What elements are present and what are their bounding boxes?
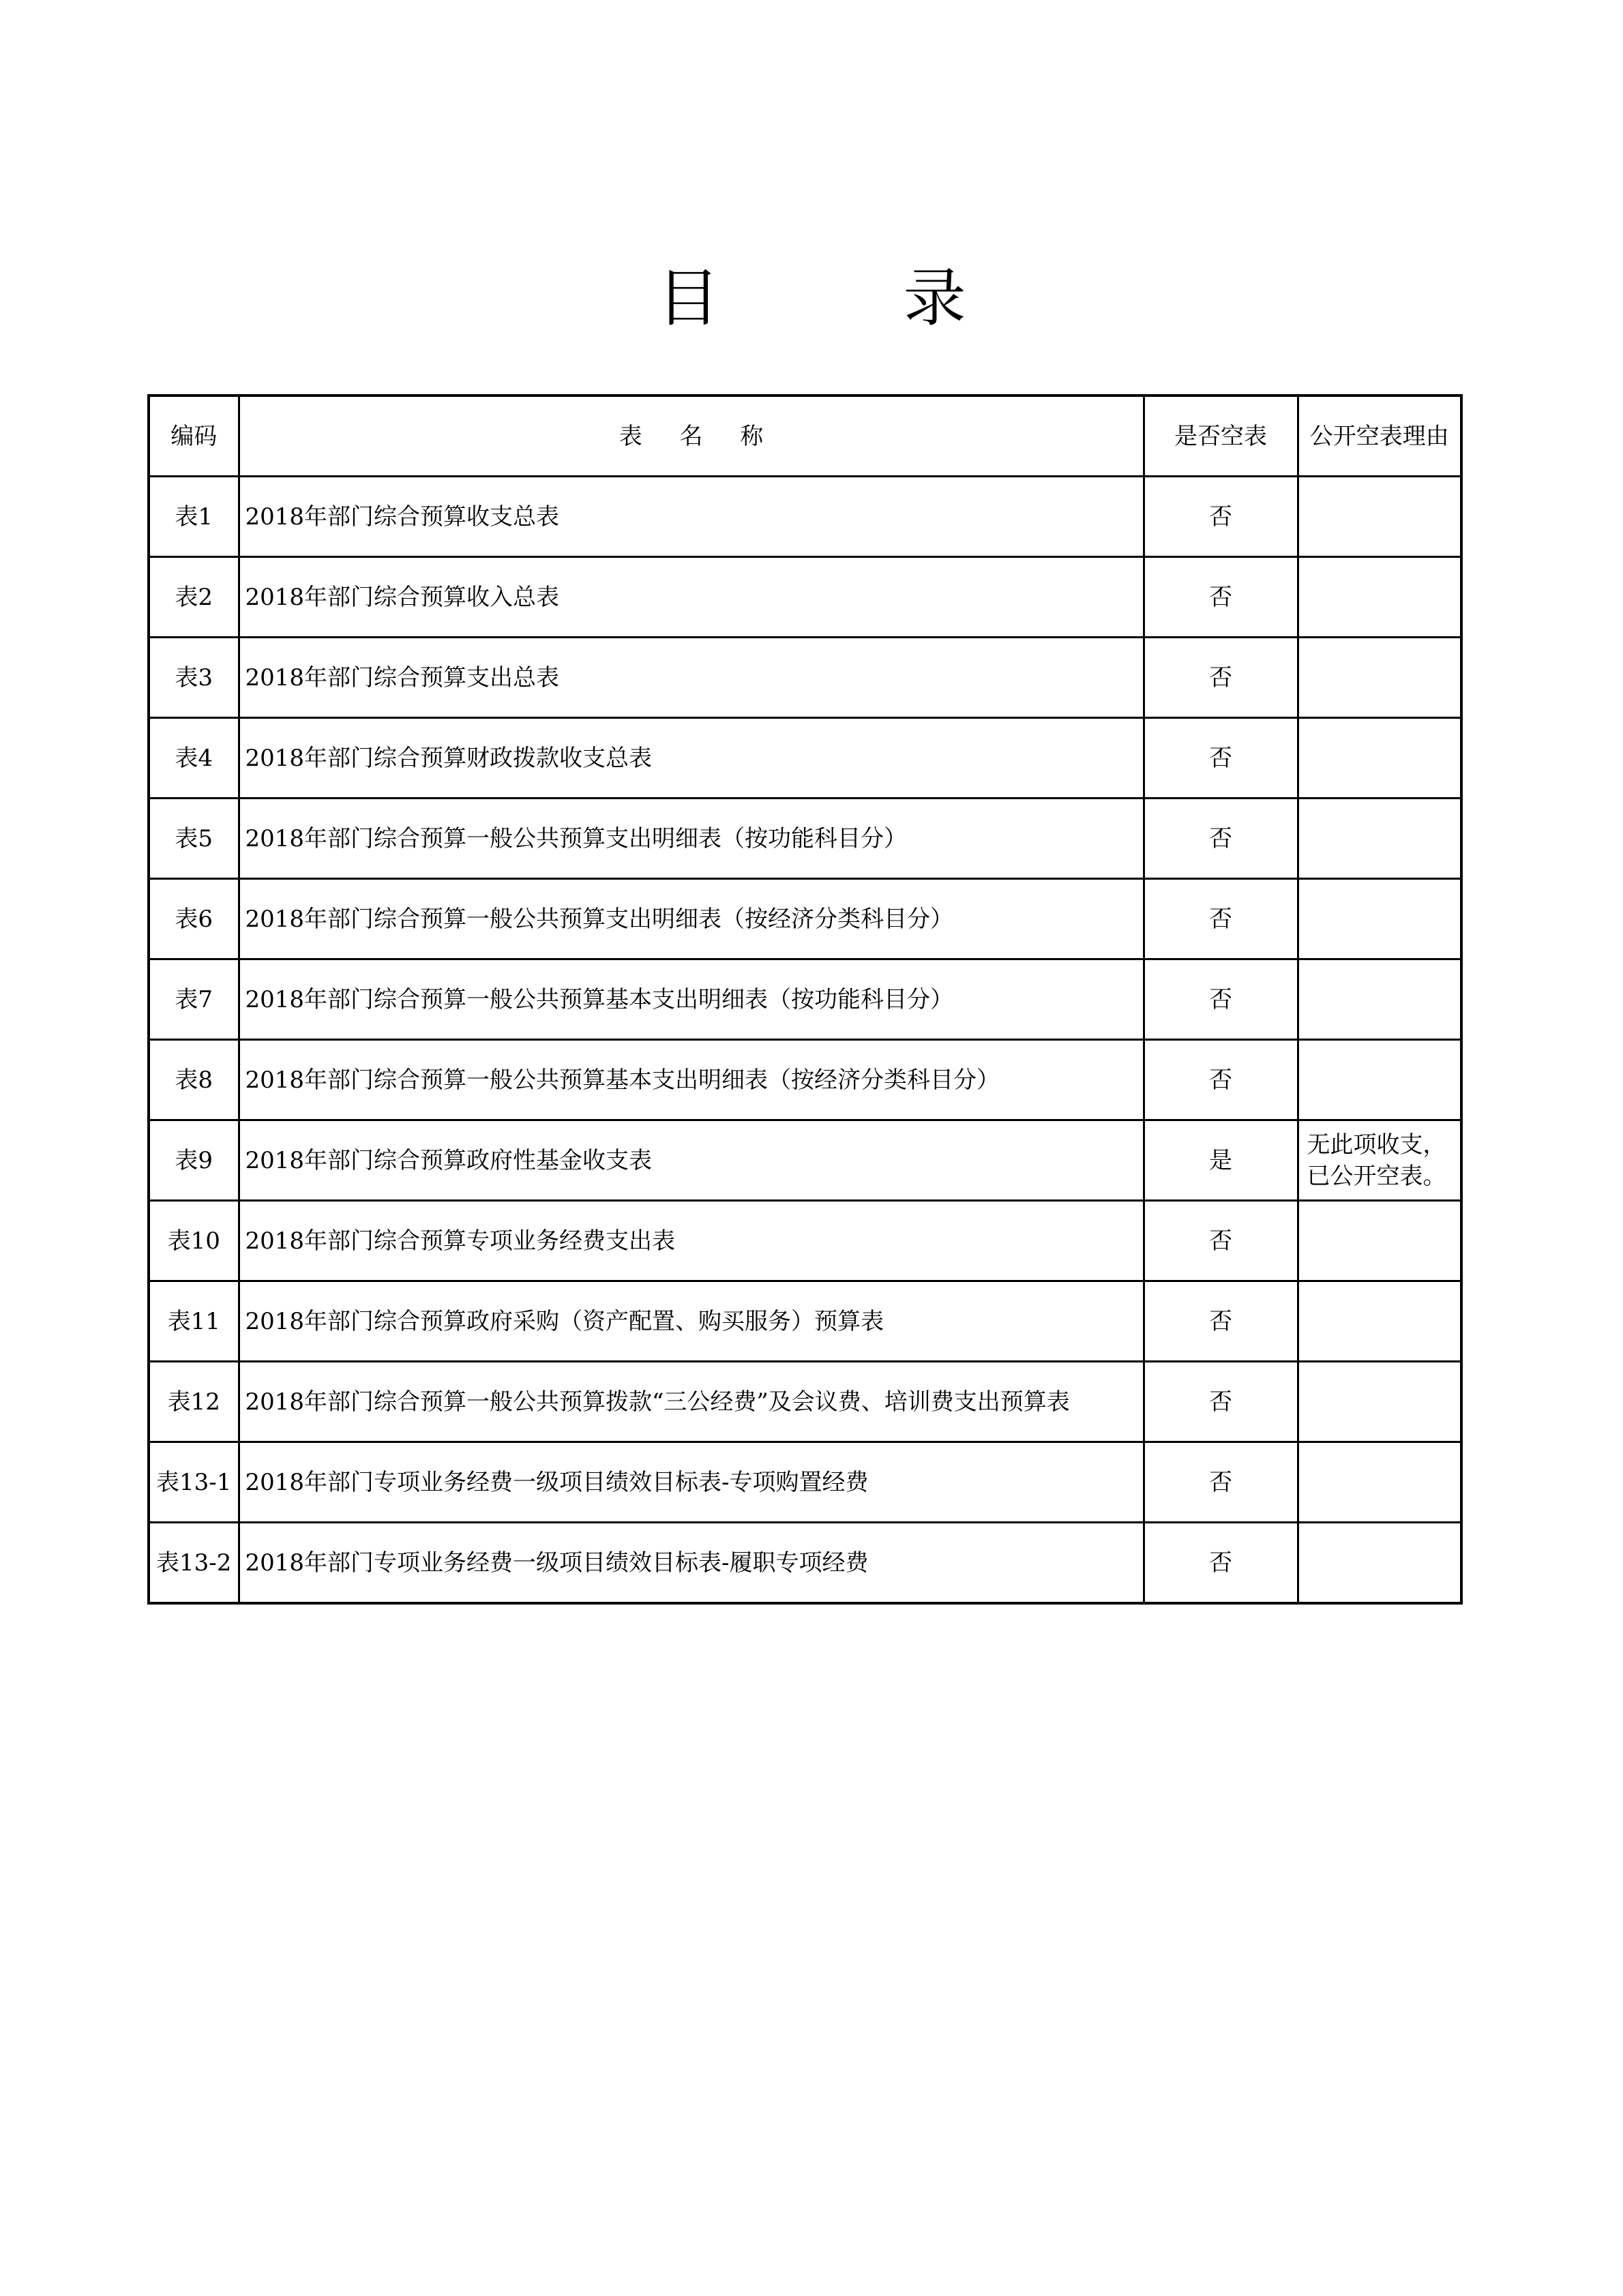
row-is-empty: 否 <box>1144 1362 1298 1442</box>
row-code: 表9 <box>149 1120 239 1201</box>
header-name: 表 名 称 <box>239 396 1144 477</box>
row-code: 表4 <box>149 718 239 799</box>
row-reason <box>1298 1040 1461 1120</box>
row-reason <box>1298 718 1461 799</box>
row-is-empty: 否 <box>1144 477 1298 557</box>
row-name: 2018年部门综合预算政府性基金收支表 <box>239 1120 1144 1201</box>
row-code: 表10 <box>149 1201 239 1281</box>
row-code: 表12 <box>149 1362 239 1442</box>
row-reason <box>1298 1201 1461 1281</box>
row-is-empty: 否 <box>1144 799 1298 879</box>
row-name: 2018年部门专项业务经费一级项目绩效目标表-专项购置经费 <box>239 1442 1144 1523</box>
row-reason <box>1298 879 1461 959</box>
catalog-table <box>147 394 1463 1605</box>
table-row <box>149 879 1461 959</box>
table-row <box>149 557 1461 638</box>
row-reason: 无此项收支，已公开空表。 <box>1298 1120 1461 1201</box>
row-code: 表13-1 <box>149 1442 239 1523</box>
row-reason <box>1298 1442 1461 1523</box>
table-row <box>149 959 1461 1040</box>
row-code: 表8 <box>149 1040 239 1120</box>
row-code: 表3 <box>149 638 239 718</box>
header-is-empty: 是否空表 <box>1144 396 1298 477</box>
row-is-empty: 否 <box>1144 1040 1298 1120</box>
row-code: 表6 <box>149 879 239 959</box>
row-code: 表1 <box>149 477 239 557</box>
row-name: 2018年部门综合预算一般公共预算拨款“三公经费”及会议费、培训费支出预算表 <box>239 1362 1144 1442</box>
row-reason <box>1298 557 1461 638</box>
row-is-empty: 否 <box>1144 1281 1298 1362</box>
table-row <box>149 799 1461 879</box>
row-name: 2018年部门综合预算政府采购（资产配置、购买服务）预算表 <box>239 1281 1144 1362</box>
row-is-empty: 否 <box>1144 959 1298 1040</box>
row-name: 2018年部门综合预算收入总表 <box>239 557 1144 638</box>
row-name: 2018年部门综合预算一般公共预算支出明细表（按经济分类科目分） <box>239 879 1144 959</box>
table-row <box>149 1523 1461 1604</box>
row-code: 表11 <box>149 1281 239 1362</box>
table-header-row <box>149 396 1461 477</box>
row-is-empty: 否 <box>1144 1442 1298 1523</box>
row-reason <box>1298 1281 1461 1362</box>
table-row <box>149 1201 1461 1281</box>
row-code: 表13-2 <box>149 1523 239 1604</box>
row-name: 2018年部门综合预算一般公共预算基本支出明细表（按功能科目分） <box>239 959 1144 1040</box>
table-row <box>149 1281 1461 1362</box>
row-reason <box>1298 959 1461 1040</box>
table-row <box>149 1442 1461 1523</box>
row-reason <box>1298 1523 1461 1604</box>
row-is-empty: 否 <box>1144 1523 1298 1604</box>
row-name: 2018年部门综合预算财政拨款收支总表 <box>239 718 1144 799</box>
table-row <box>149 718 1461 799</box>
row-is-empty: 否 <box>1144 718 1298 799</box>
row-reason <box>1298 477 1461 557</box>
row-name: 2018年部门综合预算收支总表 <box>239 477 1144 557</box>
header-reason: 公开空表理由 <box>1298 396 1461 477</box>
header-code: 编码 <box>149 396 239 477</box>
row-name: 2018年部门专项业务经费一级项目绩效目标表-履职专项经费 <box>239 1523 1144 1604</box>
table-row <box>149 638 1461 718</box>
row-code: 表2 <box>149 557 239 638</box>
row-is-empty: 否 <box>1144 1201 1298 1281</box>
row-is-empty: 否 <box>1144 557 1298 638</box>
row-reason <box>1298 799 1461 879</box>
page-title: 目 录 <box>657 262 1048 335</box>
row-code: 表7 <box>149 959 239 1040</box>
row-name: 2018年部门综合预算专项业务经费支出表 <box>239 1201 1144 1281</box>
row-name: 2018年部门综合预算支出总表 <box>239 638 1144 718</box>
table-row <box>149 1040 1461 1120</box>
table-row <box>149 1362 1461 1442</box>
row-is-empty: 否 <box>1144 638 1298 718</box>
table-row <box>149 477 1461 557</box>
row-is-empty: 是 <box>1144 1120 1298 1201</box>
row-reason <box>1298 638 1461 718</box>
row-name: 2018年部门综合预算一般公共预算基本支出明细表（按经济分类科目分） <box>239 1040 1144 1120</box>
row-is-empty: 否 <box>1144 879 1298 959</box>
table-row <box>149 1120 1461 1201</box>
row-name: 2018年部门综合预算一般公共预算支出明细表（按功能科目分） <box>239 799 1144 879</box>
row-reason <box>1298 1362 1461 1442</box>
row-code: 表5 <box>149 799 239 879</box>
